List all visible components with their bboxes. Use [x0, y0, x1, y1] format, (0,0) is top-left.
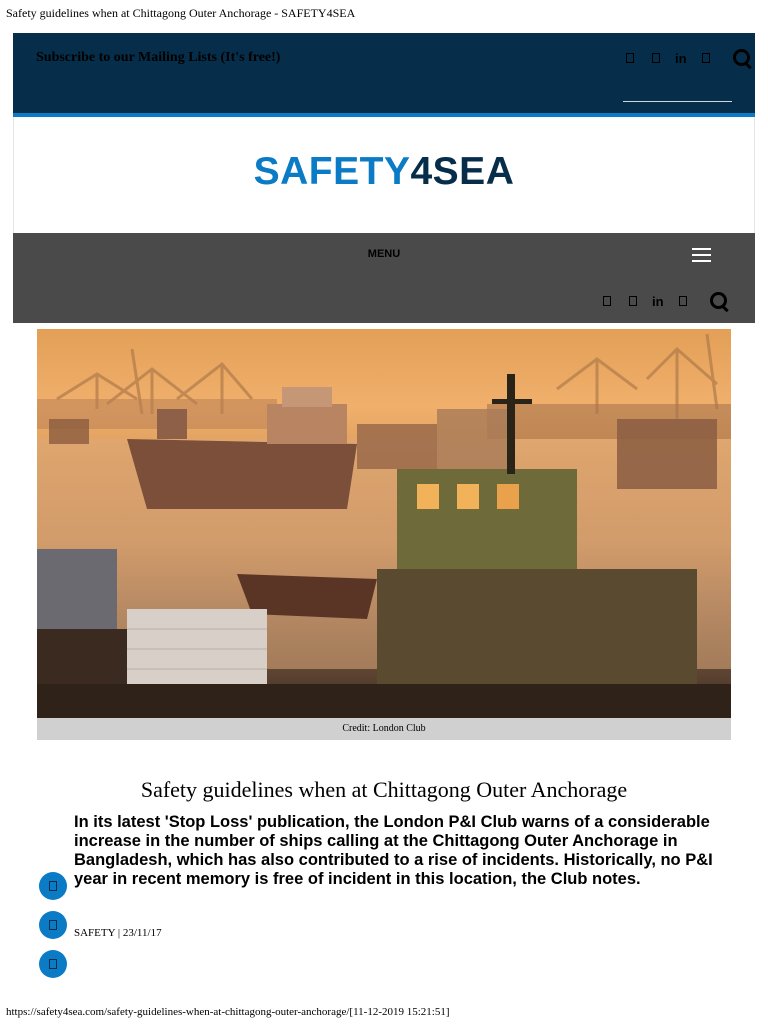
facebook-icon[interactable] — [626, 53, 634, 63]
article-meta — [74, 927, 162, 939]
menu-label[interactable]: MENU — [367, 248, 401, 260]
search-icon[interactable] — [710, 292, 728, 310]
youtube-icon[interactable] — [679, 296, 687, 306]
top-social-icons — [617, 49, 751, 67]
facebook-icon — [49, 881, 57, 891]
harbor-scene — [37, 329, 731, 718]
linkedin-icon — [49, 959, 57, 969]
print-page-title: Safety guidelines when at Chittagong Outer Anchorage - SAFETY4SEA — [6, 6, 356, 20]
search-input-underline[interactable] — [623, 101, 732, 102]
search-icon[interactable] — [733, 49, 751, 67]
share-linkedin-button[interactable] — [39, 950, 67, 978]
hamburger-icon[interactable] — [692, 248, 711, 262]
print-page-url: https://safety4sea.com/safety-guidelines-when-at-chittagong-outer-anchorage/[11-12-2019 15:21:51] — [6, 1006, 450, 1018]
facebook-icon[interactable] — [603, 296, 611, 306]
nav-social-icons — [594, 292, 728, 310]
article-category-link[interactable]: SAFETY — [74, 927, 116, 939]
site-logo[interactable] — [0, 150, 768, 194]
linkedin-icon[interactable]: in — [652, 293, 664, 309]
image-caption: Credit: London Club — [342, 723, 426, 734]
twitter-icon[interactable] — [652, 53, 660, 63]
logo-part-safety: SAFETY — [253, 150, 411, 193]
meta-separator: | — [115, 927, 123, 939]
article-title: Safety guidelines when at Chittagong Outer Anchorage — [140, 777, 628, 802]
linkedin-icon[interactable]: in — [675, 50, 687, 66]
share-twitter-button[interactable] — [39, 911, 67, 939]
share-facebook-button[interactable] — [39, 872, 67, 900]
twitter-icon — [49, 920, 57, 930]
article-hero-image — [37, 329, 731, 718]
youtube-icon[interactable] — [702, 53, 710, 63]
twitter-icon[interactable] — [629, 296, 637, 306]
article-lead: In its latest 'Stop Loss' publication, the London P&I Club warns of a considerable increase in the number of ships calling at the Chittagong Outer Anchorage in Bangladesh, which has also contributed to a rise of incidents. Historically, no P&I year in recent memory is free of incident in this location, the Club notes. — [74, 813, 713, 888]
article-date: 23/11/17 — [122, 927, 162, 939]
logo-part-4sea: 4SEA — [410, 150, 515, 193]
subscribe-link[interactable]: Subscribe to our Mailing Lists (It's free!) — [36, 50, 281, 65]
